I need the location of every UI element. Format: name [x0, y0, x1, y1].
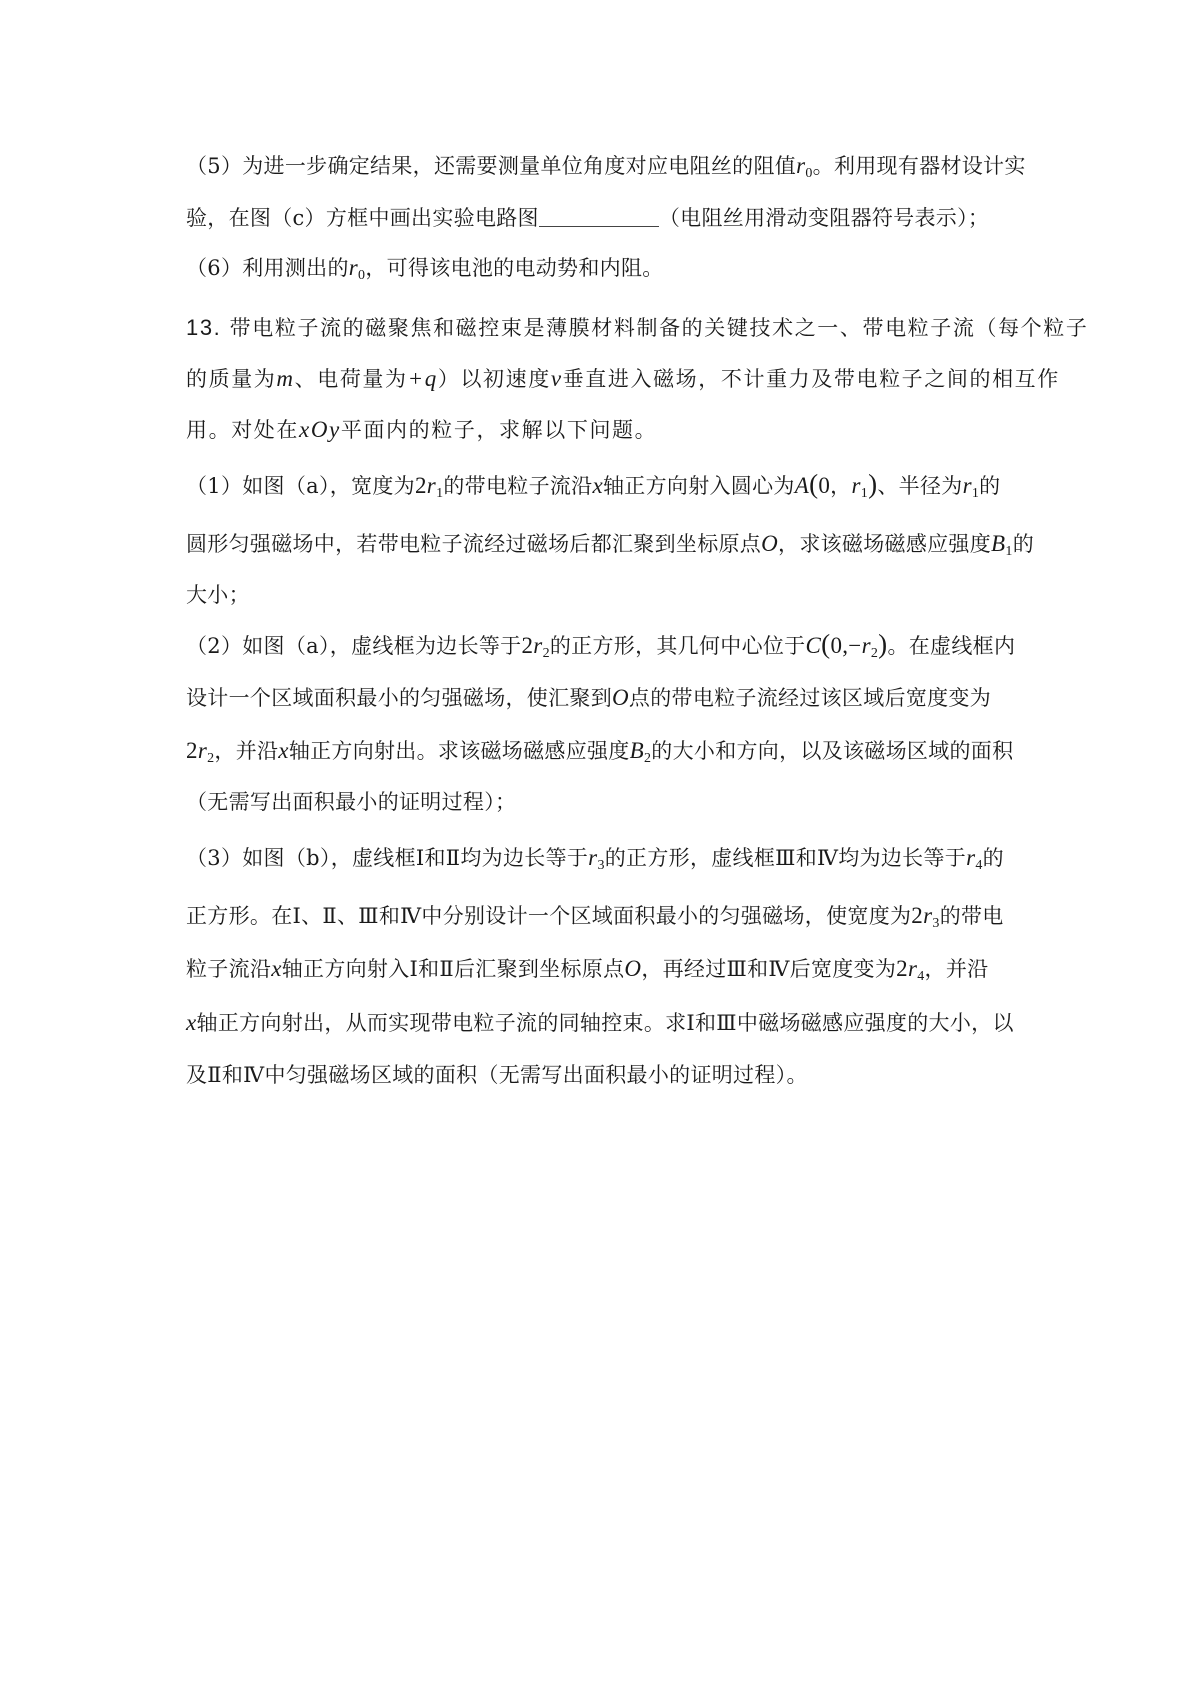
text: 正方形。在Ⅰ、Ⅱ、Ⅲ和Ⅳ中分别设计一个区域面积最小的匀强磁场，使宽度为 [186, 904, 912, 928]
math-q: +q [407, 366, 438, 391]
sub: 3 [932, 916, 940, 931]
text: ，并沿 [924, 957, 989, 981]
s1-line1 [186, 470, 1026, 508]
sub: 1 [436, 486, 444, 501]
math-r: r [861, 633, 871, 658]
math-2: 2 [521, 633, 534, 658]
text: 的正方形，虚线框Ⅲ和Ⅳ均为边长等于 [604, 846, 967, 870]
math-O: O [310, 417, 330, 442]
math-2: 2 [896, 956, 908, 981]
text: （2）如图（a），虚线框为边长等于 [186, 634, 522, 658]
text: （1）如图（a），宽度为 [186, 474, 415, 498]
text: （无需写出面积最小的证明过程）； [186, 790, 517, 814]
answer-blank[interactable] [539, 208, 659, 227]
math-r: r [426, 473, 437, 498]
text: （电阻丝用滑动变阻器符号表示）； [658, 206, 990, 230]
text: ，并沿 [214, 739, 279, 763]
text: 验，在图（c）方框中画出实验电路图 [186, 206, 539, 230]
text: 轴正方向射出，从而实现带电粒子流的同轴控束。求Ⅰ和Ⅲ中磁场磁感应强度的大小，以 [196, 1011, 1014, 1035]
text: 轴正方向射入Ⅰ和Ⅱ后汇聚到坐标原点 [281, 957, 625, 981]
math-O: O [761, 531, 779, 556]
sub: 2 [542, 646, 550, 661]
text: 带电粒子流的磁聚焦和磁控束是薄膜材料制备的关键技术之一、带电粒子流（每个粒子 [221, 316, 1089, 340]
text: 的带电 [939, 904, 1004, 928]
text: ，再经过Ⅲ和Ⅳ后宽度变为 [641, 957, 897, 981]
text: 的 [982, 846, 1004, 870]
sub: 1 [860, 486, 869, 501]
text: 的大小和方向，以及该磁场区域的面积 [651, 739, 1014, 763]
math-O: O [624, 956, 642, 981]
sub: 4 [917, 969, 925, 984]
text: （5）为进一步确定结果，还需要测量单位角度对应电阻丝的阻值 [186, 154, 797, 178]
comma-minus: ,− [842, 633, 862, 658]
text: 垂直进入磁场，不计重力及带电粒子之间的相互作 [562, 367, 1060, 391]
math-r: r [197, 738, 208, 763]
math-2: 2 [414, 473, 427, 498]
math-y: y [329, 417, 341, 442]
text: 轴正方向射出。求该磁场磁感应强度 [288, 739, 630, 763]
text: 。利用现有器材设计实 [812, 154, 1026, 178]
text: 的带电粒子流沿 [443, 474, 593, 498]
paren: ) [878, 629, 888, 659]
s1-line2 [186, 530, 1035, 566]
sub: 0 [358, 268, 366, 283]
math-x: x [278, 738, 289, 763]
paren: ( [821, 629, 831, 659]
math-x: x [592, 473, 603, 498]
s2-line4 [186, 788, 1026, 816]
text: 的质量为 [186, 367, 277, 391]
math-r: r [907, 956, 918, 981]
text: 。在虚线框内 [887, 634, 1016, 658]
math-B: B [991, 531, 1006, 556]
s1-line3 [186, 581, 1026, 609]
s3-line3 [186, 955, 1026, 991]
q13-line3 [186, 416, 1026, 444]
text: 设计一个区域面积最小的匀强磁场，使汇聚到 [186, 686, 612, 710]
text: ）以初速度 [437, 367, 551, 391]
sub: 4 [975, 858, 983, 873]
item6-line [186, 254, 1026, 290]
math-r: r [851, 473, 861, 498]
comma: ， [830, 474, 852, 498]
math-v: v [550, 366, 563, 391]
math-r: r [923, 903, 933, 928]
math-x: x [299, 417, 311, 442]
s3-line5 [186, 1061, 1026, 1089]
s2-line3 [186, 737, 1026, 773]
math-x: x [186, 1010, 197, 1035]
text: 平面内的粒子，求解以下问题。 [340, 418, 658, 442]
sub: 2 [207, 751, 215, 766]
text: 用。对处在 [186, 418, 299, 442]
math-0: 0 [818, 473, 831, 498]
text: ，求该磁场磁感应强度 [778, 532, 992, 556]
math-r: r [966, 845, 976, 870]
text: 、电荷量为 [294, 367, 408, 391]
math-r: r [796, 153, 806, 178]
text: 的 [979, 474, 1001, 498]
s3-line1 [186, 844, 1026, 880]
text: 的 [1012, 532, 1035, 556]
sub: 1 [1005, 544, 1013, 559]
sub: 1 [971, 486, 980, 501]
s3-line2 [186, 902, 1026, 938]
text: ，可得该电池的电动势和内阻。 [365, 256, 664, 280]
text: 圆形匀强磁场中，若带电粒子流经过磁场后都汇聚到坐标原点 [186, 532, 762, 556]
item5-line1 [186, 152, 1026, 188]
sub: 3 [597, 858, 605, 873]
text: 轴正方向射入圆心为 [603, 474, 795, 498]
text: 点的带电粒子流经过该区域后宽度变为 [628, 686, 992, 710]
math-B: B [629, 738, 644, 763]
sub: 0 [805, 166, 813, 181]
math-r: r [588, 845, 598, 870]
math-A: A [794, 473, 810, 498]
math-O: O [612, 685, 629, 710]
paren: ) [868, 469, 878, 499]
math-r: r [962, 473, 972, 498]
item5-line2 [186, 204, 1026, 232]
text: 、半径为 [877, 474, 963, 498]
sub: 2 [643, 751, 652, 766]
s2-line2 [186, 684, 1026, 712]
math-0: 0 [830, 633, 843, 658]
math-m: m [276, 366, 295, 391]
text: （3）如图（b），虚线框Ⅰ和Ⅱ均为边长等于 [186, 846, 589, 870]
question-number: 13. [186, 315, 222, 340]
math-r: r [348, 255, 359, 280]
s2-line1 [186, 630, 1026, 668]
math-2: 2 [911, 903, 924, 928]
math-2: 2 [186, 738, 198, 763]
sub: 2 [870, 646, 879, 661]
q13-line2 [186, 365, 1060, 393]
text: 的正方形，其几何中心位于 [549, 634, 806, 658]
text: （6）利用测出的 [186, 256, 349, 280]
paren: ( [809, 469, 819, 499]
text: 粒子流沿 [186, 957, 272, 981]
math-C: C [805, 633, 822, 658]
text: 及Ⅱ和Ⅳ中匀强磁场区域的面积（无需写出面积最小的证明过程）。 [186, 1063, 808, 1087]
text: 大小； [186, 583, 250, 607]
q13-line1 [186, 314, 1089, 342]
s3-line4 [186, 1009, 1026, 1037]
math-r: r [533, 633, 543, 658]
math-x: x [271, 956, 282, 981]
